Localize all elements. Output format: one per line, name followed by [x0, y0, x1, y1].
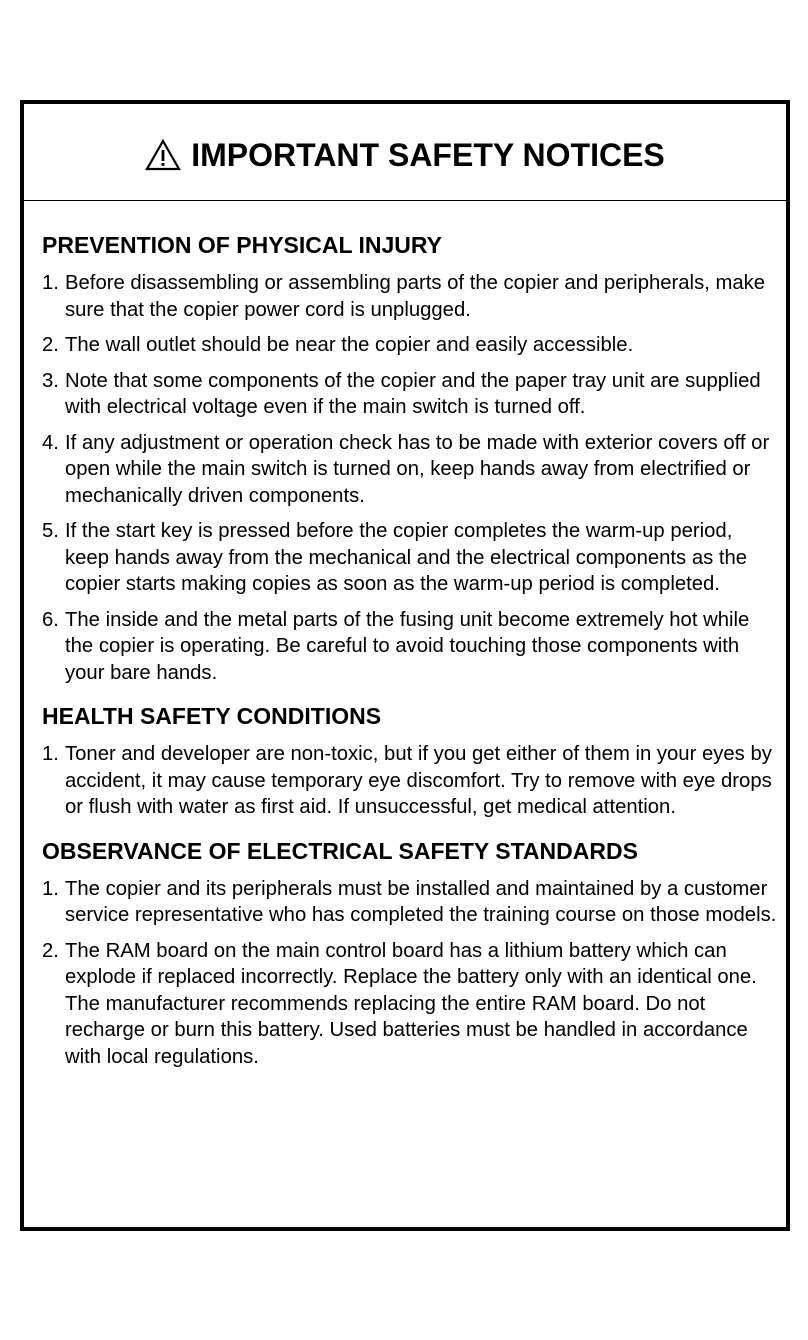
item-number: 1. [42, 743, 59, 765]
item-text: The wall outlet should be near the copier and easily accessible. [65, 334, 634, 356]
list-item [42, 270, 786, 323]
item-number: 1. [42, 272, 59, 294]
notice-content [24, 201, 786, 1070]
section-heading: PREVENTION OF PHYSICAL INJURY [42, 232, 443, 258]
page-title: IMPORTANT SAFETY NOTICES [191, 136, 665, 173]
item-number: 6. [42, 608, 59, 631]
notice-header [24, 104, 786, 201]
section-electrical-safety [42, 837, 786, 1071]
item-number: 2. [42, 939, 59, 962]
section-heading: HEALTH SAFETY CONDITIONS [42, 703, 382, 729]
item-list [42, 270, 786, 686]
list-item [42, 518, 786, 598]
item-text: Before disassembling or assembling parts of the copier and peripherals, make sure that the copier power cord is unplugged. [65, 272, 766, 321]
item-text: If any adjustment or operation check has to be made with exterior covers off or open while the main switch is turned on, keep hands away from electrified or mechanically driven components. [65, 431, 770, 507]
list-item [42, 430, 786, 510]
item-number: 2. [42, 334, 59, 356]
item-text: Note that some components of the copier and the paper tray unit are supplied with electrical voltage even if the main switch is turned off. [65, 369, 761, 418]
item-text: The copier and its peripherals must be installed and maintained by a customer service representative who has completed the training course on those models. [65, 877, 777, 926]
section-health-safety [42, 702, 786, 821]
list-item [42, 741, 786, 821]
list-item [42, 607, 786, 687]
section-physical-injury [42, 231, 786, 686]
section-heading: OBSERVANCE OF ELECTRICAL SAFETY STANDARDS [42, 837, 638, 864]
item-number: 5. [42, 520, 59, 542]
list-item [42, 876, 786, 929]
item-number: 4. [42, 431, 59, 454]
item-list [42, 741, 786, 821]
item-list [42, 876, 786, 1071]
item-text: The inside and the metal parts of the fusing unit become extremely hot while the copier is operating. Be careful to avoid touching those components with your bare hands. [65, 608, 750, 684]
warning-triangle-icon [145, 139, 181, 171]
item-text: If the start key is pressed before the copier completes the warm-up period, keep hands away from the mechanical and the electrical components as the copier starts making copies as soon as the warm-up period is completed. [65, 520, 748, 595]
list-item [42, 332, 786, 359]
item-number: 3. [42, 369, 59, 392]
item-text: Toner and developer are non-toxic, but if you get either of them in your eyes by accident, it may cause temporary eye discomfort. Try to remove with eye drops or flush with water as first aid. If unsuccessful, get medical attention. [65, 743, 772, 818]
item-text: The RAM board on the main control board has a lithium battery which can explode if replaced incorrectly. Replace the battery only with an identical one. The manufacturer recommends replacing the entire RAM board. Do not recharge or burn this battery. Used batteries must be handled in accordance with local regulations. [65, 939, 757, 1068]
list-item [42, 938, 786, 1071]
item-number: 1. [42, 877, 59, 900]
list-item [42, 368, 786, 421]
safety-notice-box [20, 100, 790, 1231]
